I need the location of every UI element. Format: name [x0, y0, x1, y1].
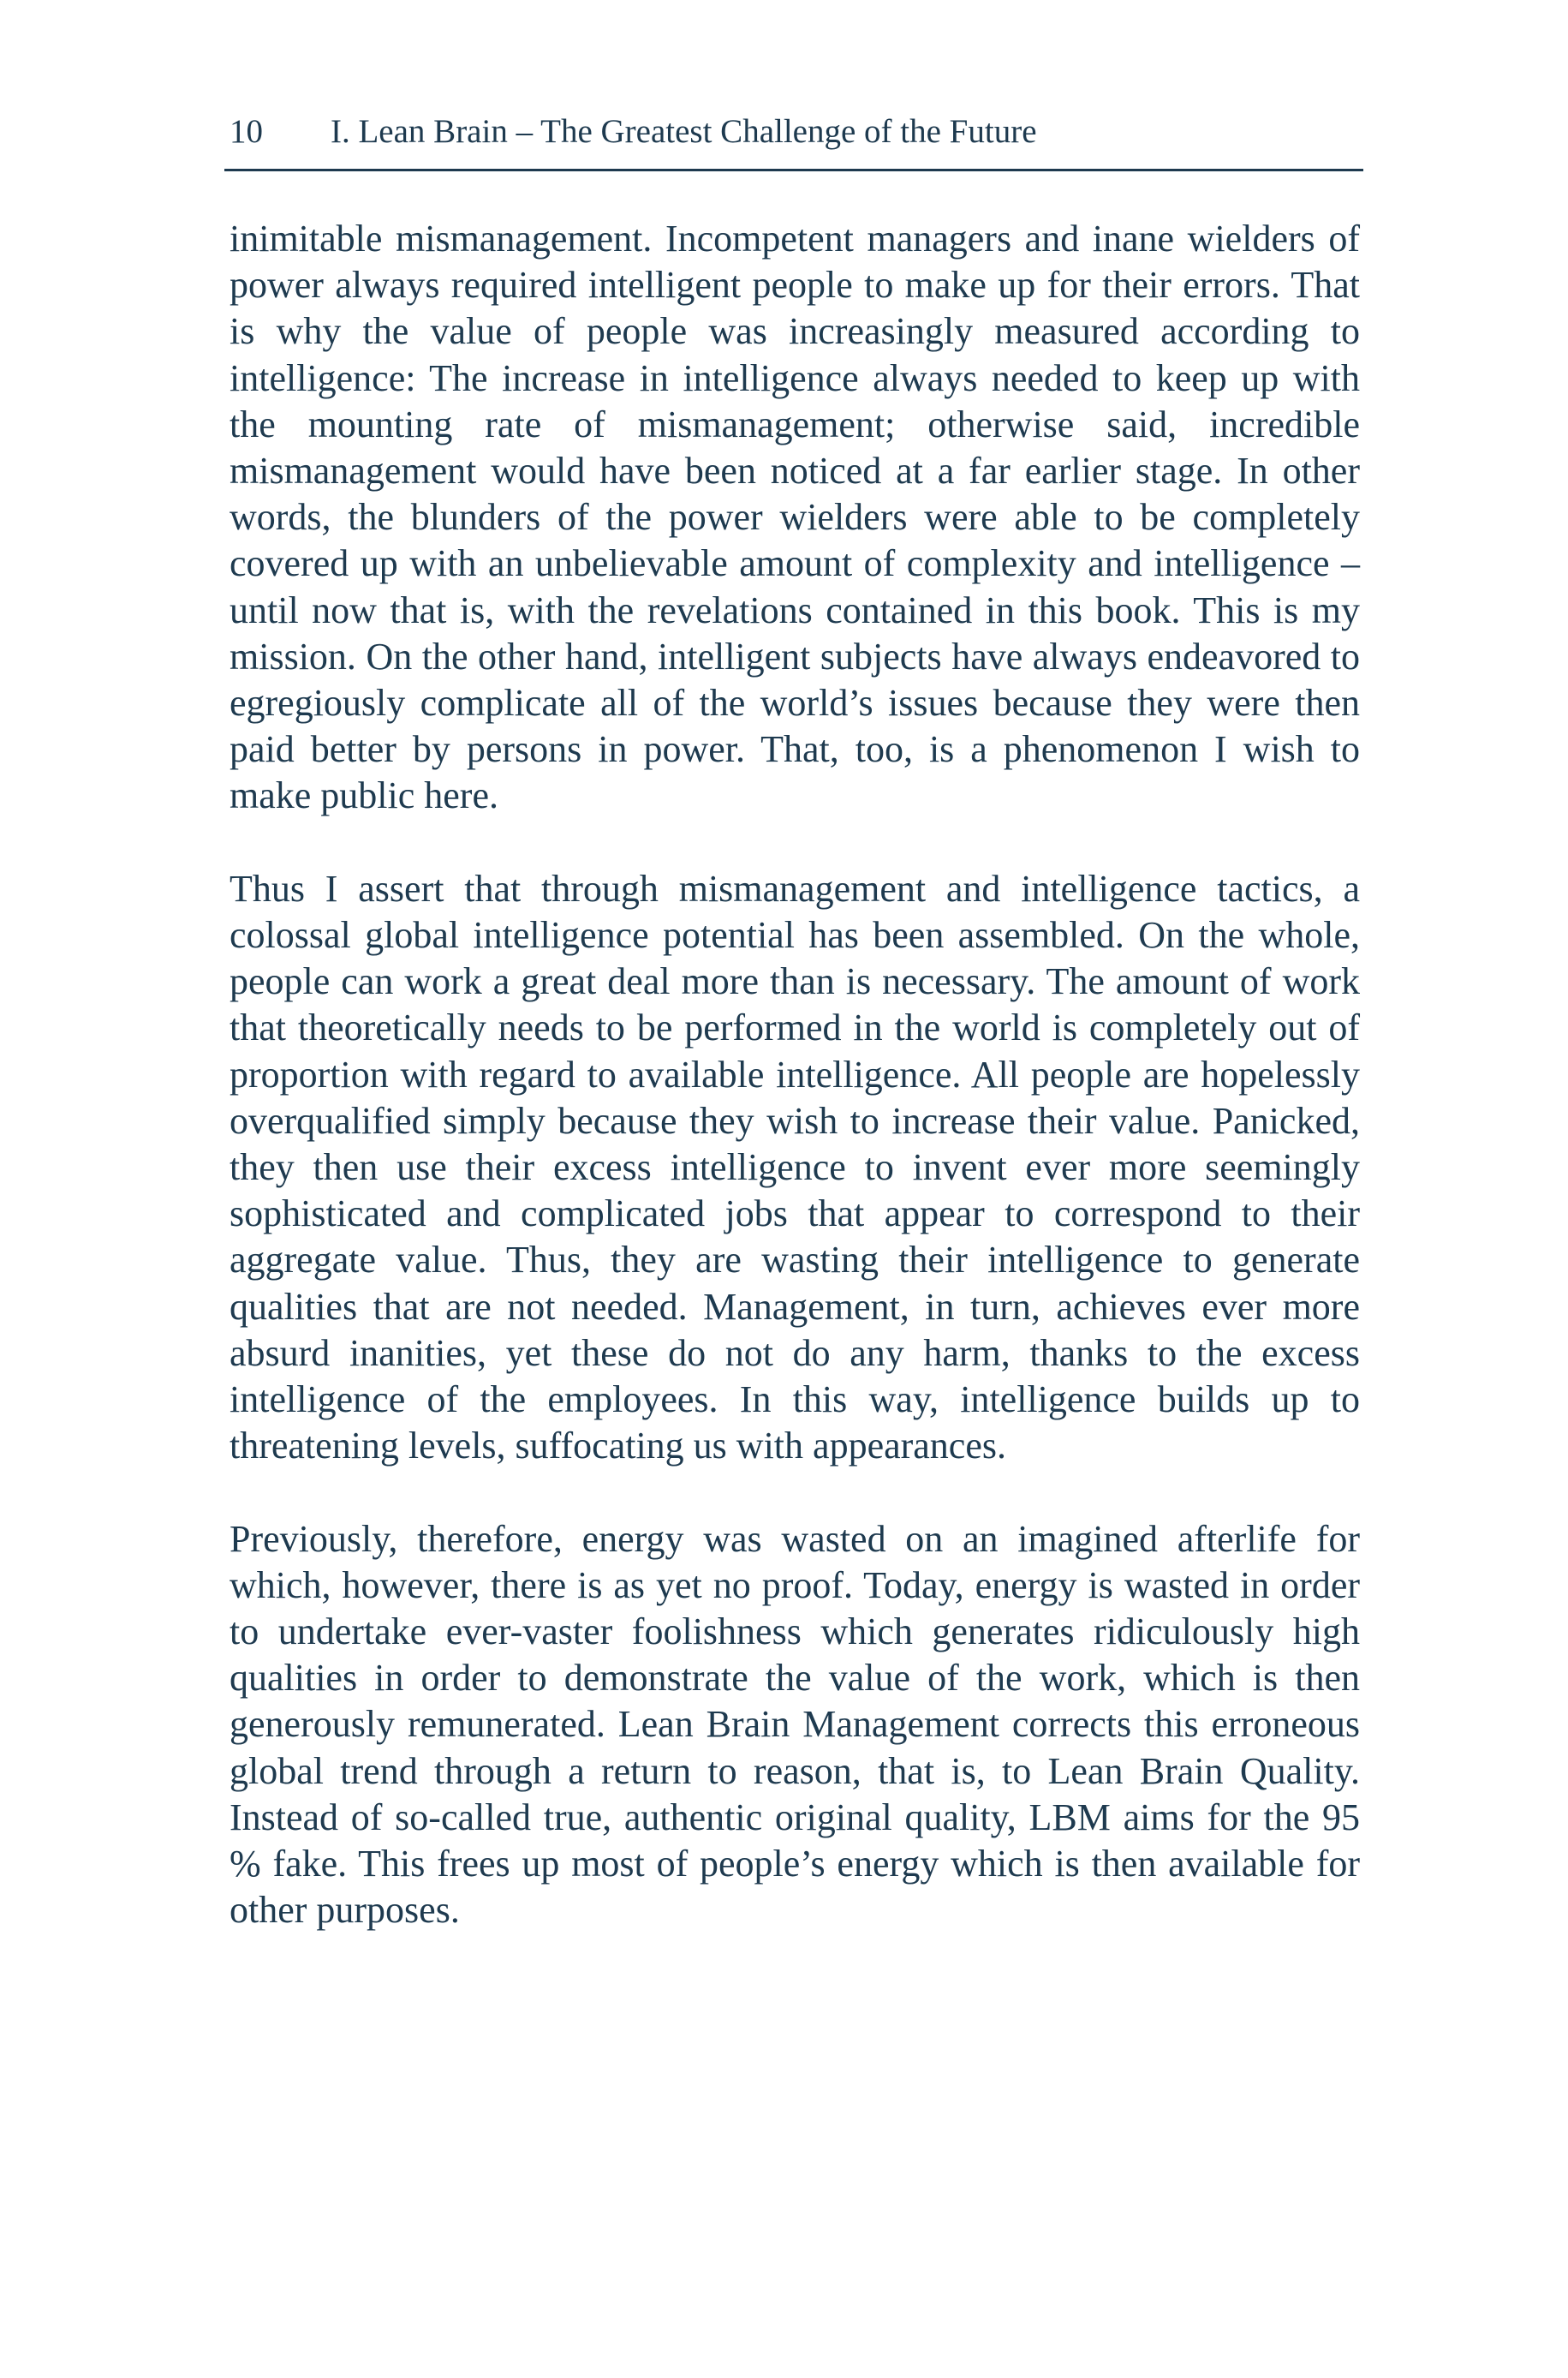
page-number: 10 — [230, 113, 263, 150]
paragraph: Previously, therefore, energy was wasted on an imagined afterlife for which, however, there is as yet no proof. Today, energy is wasted in order to undertake ever-vaster foolishness which generates ridiculously high qualities in order to demonstrate the value of the work, which is then generously remunerated. Lean Brain Management corrects this erroneous global trend through a return to reason, that is, to Lean Brain Quality. Instead of so-called true, authentic original quality, LBM aims for the 95 % fake. This frees up most of people’s energy which is then available for other purposes. — [230, 1517, 1360, 1932]
chapter-title: I. Lean Brain – The Greatest Challenge of the Future — [331, 113, 1037, 150]
paragraph: inimitable mismanagement. Incompetent managers and inane wielders of power always required intelligent people to make up for their errors. That is why the value of people was increasingly measured according to intelligence: The increase in intelligence always needed to keep up with the mounting rate of mismanagement; otherwise said, incredible mismanagement would have been noticed at a far earlier stage. In other words, the blunders of the power wielders were able to be completely covered up with an unbelievable amount of complexity and intelligence – until now that is, with the revelations contained in this book. This is my mission. On the other hand, intelligent subjects have always endeavored to egregiously complicate all of the world’s issues because they were then paid better by persons in power. That, too, is a phenomenon I wish to make public here. — [230, 218, 1360, 817]
running-head — [230, 108, 1360, 156]
header-rule — [224, 169, 1363, 171]
paragraph: Thus I assert that through mismanagement and intelligence tactics, a colossal global intelligence potential has been assembled. On the whole, people can work a great deal more than is necessary. The amount of work that theoretically needs to be performed in the world is completely out of proportion with regard to available intelligence. All people are hopelessly overqualified simply because they wish to increase their value. Panicked, they then use their excess intelligence to invent ever more seemingly sophisticated and complicated jobs that appear to correspond to their aggregate value. Thus, they are wasting their intelligence to generate qualities that are not needed. Management, in turn, achieves ever more absurd inanities, yet these do not do any harm, thanks to the excess intelligence of the employees. In this way, intelligence builds up to threatening levels, suffocating us with appearances. — [230, 867, 1360, 1467]
body-text — [230, 216, 1360, 1981]
